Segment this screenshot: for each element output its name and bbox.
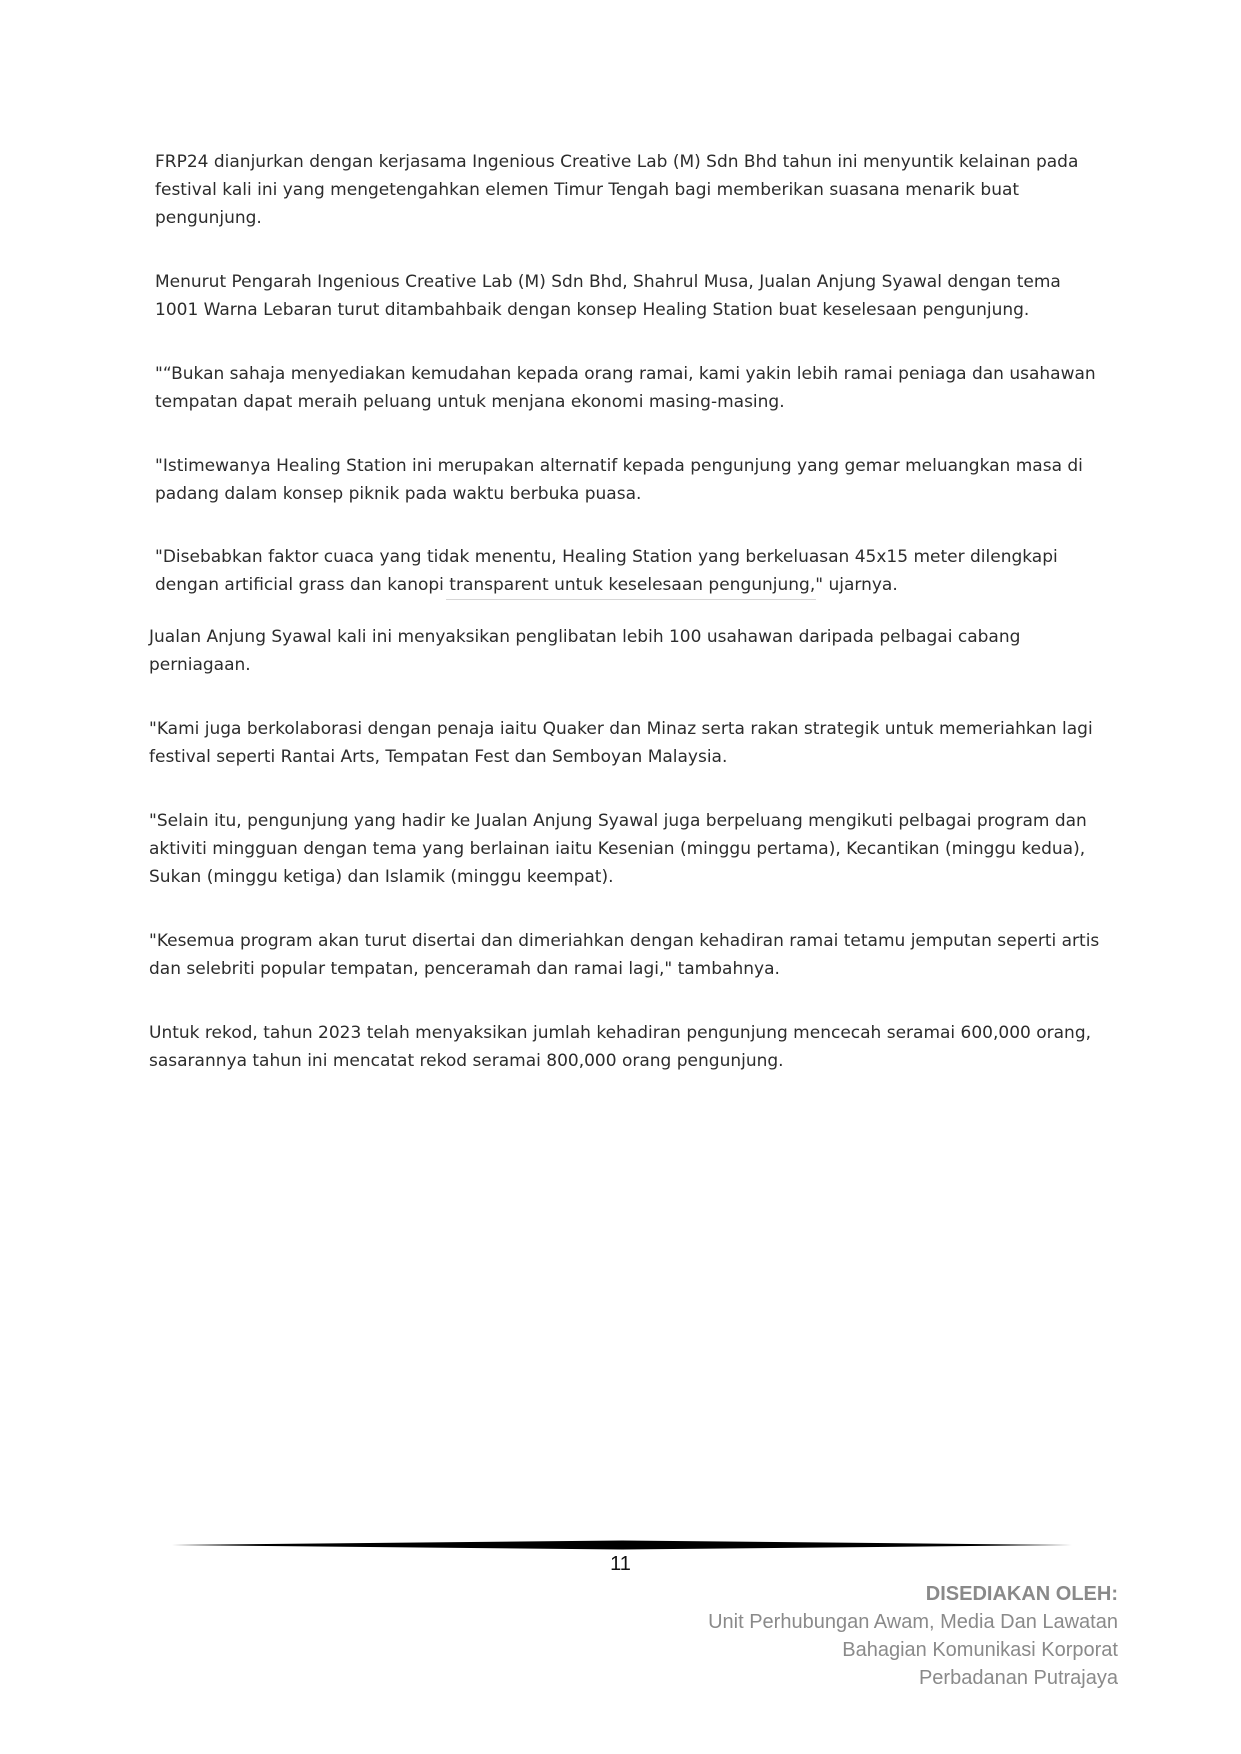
paragraph-sponsors: "Kami juga berkolaborasi dengan penaja iaitu Quaker dan Minaz serta rakan strategik untuk memeriahkan lagi festival seperti Rantai Arts, Tempatan Fest dan Semboyan Malaysia.: [149, 719, 1093, 767]
footer-organization: Perbadanan Putrajaya: [918, 1667, 1118, 1689]
footer-prepared-by: [708, 1580, 1118, 1692]
footer-heading: DISEDIAKAN OLEH:: [925, 1583, 1118, 1605]
page-number: 11: [610, 1553, 631, 1575]
paragraph-director-quote: Menurut Pengarah Ingenious Creative Lab (M) Sdn Bhd, Shahrul Musa, Jualan Anjung Syawal dengan tema 1001 Warna Lebaran turut ditambahbaik dengan konsep Healing Station buat keselesaan pengunjung.: [155, 272, 1061, 320]
footer-unit: Unit Perhubungan Awam, Media Dan Lawatan: [708, 1611, 1118, 1633]
paragraph-entrepreneurs: Jualan Anjung Syawal kali ini menyaksikan penglibatan lebih 100 usahawan daripada pelbagai cabang perniagaan.: [149, 627, 1021, 675]
paragraph-intro: FRP24 dianjurkan dengan kerjasama Ingenious Creative Lab (M) Sdn Bhd tahun ini menyuntik kelainan pada festival kali ini yang mengetengahkan elemen Timur Tengah bagi memberikan suasana menarik buat pengunjung.: [155, 152, 1079, 228]
paragraph-guests: "Kesemua program akan turut disertai dan dimeriahkan dengan kehadiran ramai tetamu jemputan seperti artis dan selebriti popular tempatan, penceramah dan ramai lagi," tambahnya.: [149, 931, 1100, 979]
footer-department: Bahagian Komunikasi Korporat: [842, 1639, 1118, 1661]
paragraph-records: Untuk rekod, tahun 2023 telah menyaksikan jumlah kehadiran pengunjung mencecah seramai 600,000 orang, sasarannya tahun ini mencatat rekod seramai 800,000 orang pengunjung.: [149, 1023, 1092, 1071]
text-underline-artifact: [446, 599, 816, 600]
paragraph-weekly-programs: "Selain itu, pengunjung yang hadir ke Jualan Anjung Syawal juga berpeluang mengikuti pelbagai program dan aktiviti mingguan dengan tema yang berlainan iaitu Kesenian (minggu pertama), Kecantikan (minggu kedua), Sukan (minggu ketiga) dan Islamik (minggu keempat).: [149, 811, 1087, 887]
footer-divider: [172, 1540, 1072, 1550]
paragraph-weather: "Disebabkan faktor cuaca yang tidak menentu, Healing Station yang berkeluasan 45x15 meter dilengkapi dengan artificial grass dan kanopi transparent untuk keselesaan pengunjung," ujarnya.: [155, 547, 1058, 595]
paragraph-opportunity-quote: "“Bukan sahaja menyediakan kemudahan kepada orang ramai, kami yakin lebih ramai peniaga dan usahawan tempatan dapat meraih peluang untuk menjana ekonomi masing-masing.: [155, 364, 1096, 412]
paragraph-healing-station: "Istimewanya Healing Station ini merupakan alternatif kepada pengunjung yang gemar meluangkan masa di padang dalam konsep piknik pada waktu berbuka puasa.: [155, 456, 1083, 504]
